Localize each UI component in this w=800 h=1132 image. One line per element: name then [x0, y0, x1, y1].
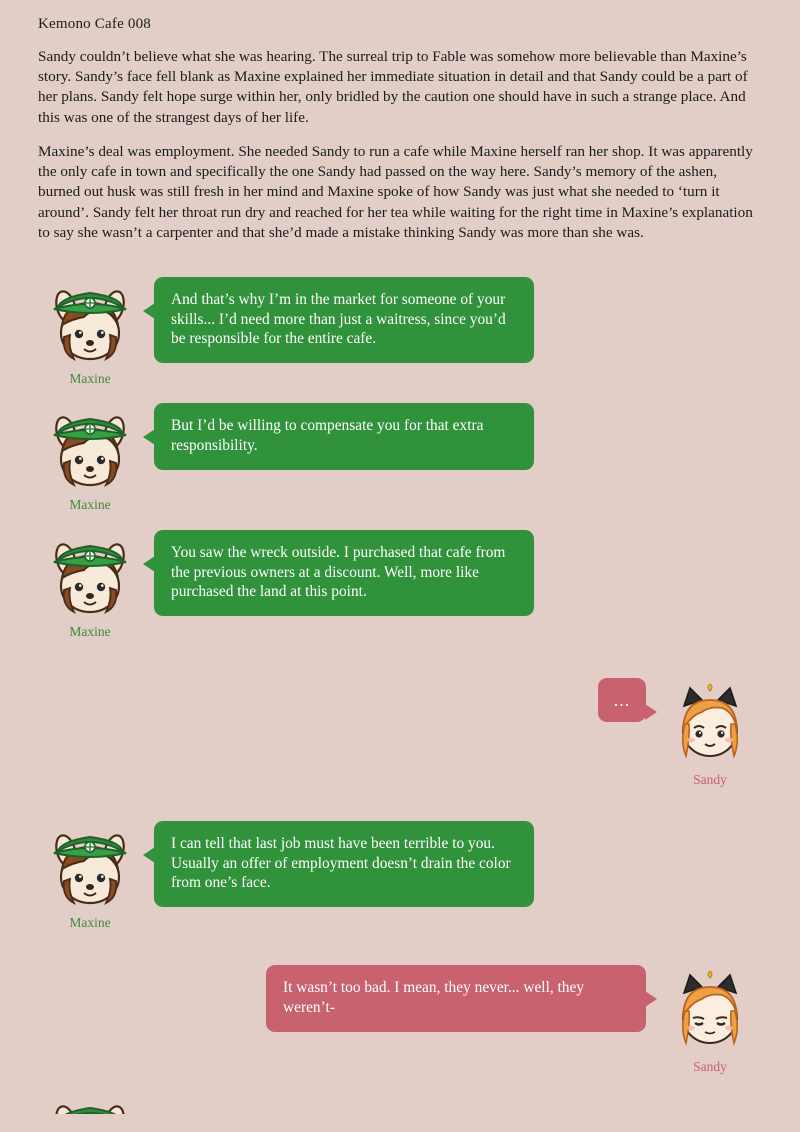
- avatar-block-maxine: [38, 277, 142, 386]
- avatar-block-maxine: [38, 530, 142, 639]
- speaker-name: Maxine: [69, 914, 111, 930]
- dog-with-green-hat-avatar: [44, 403, 136, 495]
- chat-bubble-maxine: But I’d be willing to compensate you for that extra responsibility.: [154, 403, 534, 469]
- chat-bubble-sandy: It wasn’t too bad. I mean, they never... well, they weren’t-: [266, 965, 646, 1031]
- bubble-wrapper: [154, 530, 534, 616]
- speaker-name: Maxine: [69, 623, 111, 639]
- chat-log: [38, 277, 762, 1132]
- chat-row: [38, 530, 762, 639]
- avatar-block-maxine: [38, 403, 142, 512]
- bubble-wrapper: [154, 403, 534, 469]
- chat-bubble-sandy: ...: [598, 678, 646, 722]
- dog-with-green-hat-avatar: [44, 821, 136, 913]
- avatar-block-maxine-partial: [38, 1092, 142, 1114]
- bubble-wrapper: [598, 678, 646, 722]
- orange-haired-cat-girl-avatar: [664, 965, 756, 1057]
- dog-with-green-hat-avatar: [44, 530, 136, 622]
- chat-row: [38, 965, 762, 1074]
- page-title: Kemono Cafe 008: [38, 16, 151, 32]
- speaker-name: Sandy: [693, 772, 727, 788]
- bubble-wrapper: [154, 821, 534, 907]
- chat-row-partial: [38, 1092, 762, 1114]
- chat-row: [38, 403, 762, 512]
- chat-bubble-maxine: And that’s why I’m in the market for someone of your skills... I’d need more than just a waitress, since you’d be responsible for the entire cafe.: [154, 277, 534, 363]
- dog-with-green-hat-avatar: [44, 1092, 136, 1114]
- bubble-wrapper: [266, 965, 646, 1031]
- chat-row: [38, 821, 762, 930]
- speaker-name: Maxine: [69, 370, 111, 386]
- narration-paragraph-1: Sandy couldn’t believe what she was hearing. The surreal trip to Fable was somehow more believable than Maxine’s story. Sandy’s face fell blank as Maxine explained her immediate situation in detail and that Sandy could be a part of her plans. Sandy felt hope surge within her, only bridled by the caution one should have in such a strange place. And this was one of the strangest days of her life.: [38, 48, 748, 126]
- chat-bubble-maxine: You saw the wreck outside. I purchased that cafe from the previous owners at a discount. Well, more like purchased the land at this point.: [154, 530, 534, 616]
- speaker-name: Maxine: [69, 497, 111, 513]
- dog-with-green-hat-avatar: [44, 277, 136, 369]
- avatar-block-maxine: [38, 821, 142, 930]
- chat-row: [38, 678, 762, 787]
- avatar-block-sandy: [658, 678, 762, 787]
- bubble-wrapper: [154, 277, 534, 363]
- speaker-name: Sandy: [693, 1059, 727, 1075]
- chat-bubble-maxine: I can tell that last job must have been terrible to you. Usually an offer of employment doesn’t drain the color from one’s face.: [154, 821, 534, 907]
- narration-paragraph-2: Maxine’s deal was employment. She needed Sandy to run a cafe while Maxine herself ran her shop. It was apparently the only cafe in town and specifically the one Sandy had passed on the way here. Sandy’s memory of the ashen, burned out husk was still fresh in her mind and Maxine spoke of how Sandy was just what she needed to ‘turn it around’. Sandy felt her throat run dry and reached for her tea while waiting for the right time in Maxine’s explanation to say she wasn’t a carpenter and that she’d made a mistake thinking Sandy was more than she was.: [38, 142, 753, 241]
- chat-row: [38, 277, 762, 386]
- avatar-block-sandy: [658, 965, 762, 1074]
- orange-haired-cat-girl-avatar: [664, 678, 756, 770]
